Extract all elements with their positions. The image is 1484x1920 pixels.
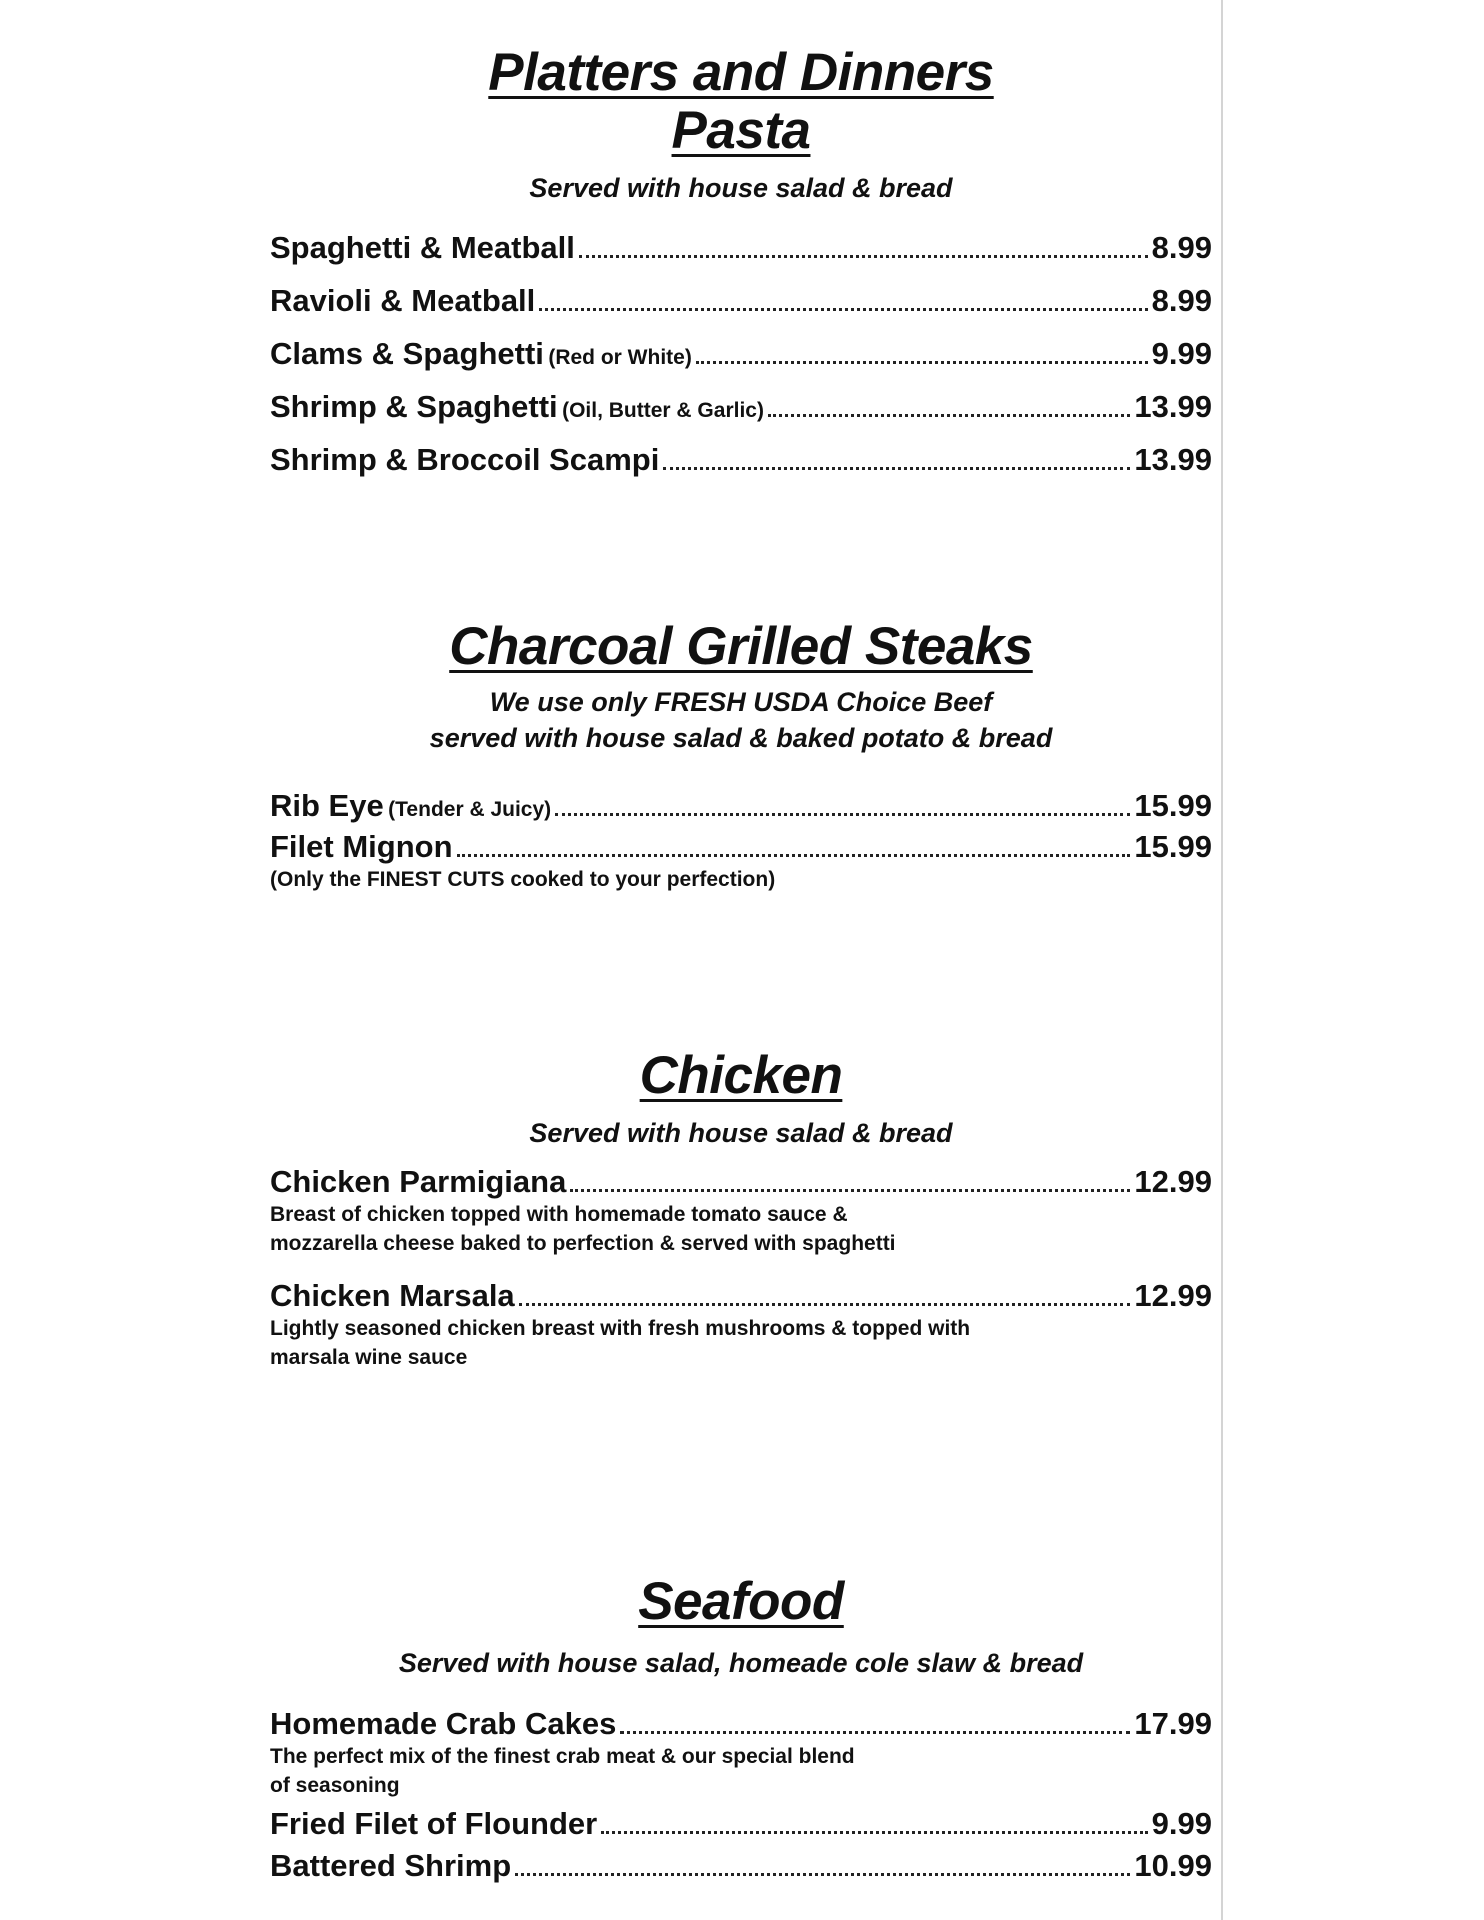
- leader-dots: [663, 463, 1130, 470]
- item-name: Homemade Crab Cakes: [270, 1706, 617, 1741]
- menu-item: [270, 1278, 1212, 1372]
- item-name: Filet Mignon: [270, 829, 453, 864]
- menu-item: [270, 1848, 1212, 1884]
- menu-item: [270, 442, 1212, 478]
- item-price: 13.99: [1134, 442, 1212, 477]
- leader-dots: [601, 1827, 1147, 1834]
- item-price: 17.99: [1134, 1706, 1212, 1741]
- item-price: 12.99: [1134, 1278, 1212, 1313]
- menu-item: [270, 283, 1212, 319]
- item-price: 10.99: [1134, 1848, 1212, 1883]
- page-edge-line: [1221, 0, 1223, 1920]
- item-price: 9.99: [1151, 1806, 1212, 1841]
- leader-dots: [515, 1869, 1130, 1876]
- item-name: Ravioli & Meatball: [270, 283, 536, 318]
- leader-dots: [620, 1727, 1130, 1734]
- leader-dots: [768, 410, 1130, 417]
- platters-dinners-heading: Platters and Dinners: [488, 43, 994, 102]
- menu-item: [270, 1806, 1212, 1842]
- item-name: Battered Shrimp: [270, 1848, 512, 1883]
- item-price: 12.99: [1134, 1164, 1212, 1199]
- item-description: marsala wine sauce: [270, 1346, 468, 1369]
- item-description: of seasoning: [270, 1774, 400, 1797]
- chicken-section: [270, 1047, 1212, 1151]
- leader-dots: [555, 809, 1130, 816]
- steaks-heading: Charcoal Grilled Steaks: [449, 617, 1033, 676]
- item-name: Chicken Marsala: [270, 1278, 515, 1313]
- leader-dots: [696, 357, 1148, 364]
- item-name: Rib Eye: [270, 788, 384, 823]
- item-name: Shrimp & Spaghetti: [270, 389, 558, 424]
- item-note: (Red or White): [548, 346, 692, 369]
- menu-item: [270, 788, 1212, 824]
- item-description: Breast of chicken topped with homemade tomato sauce &: [270, 1203, 848, 1226]
- seafood-section: [270, 1573, 1212, 1681]
- menu-item: [270, 829, 1212, 894]
- item-name: Chicken Parmigiana: [270, 1164, 567, 1199]
- item-name: Clams & Spaghetti: [270, 336, 544, 371]
- steaks-subtitle-line1: We use only FRESH USDA Choice Beef: [489, 687, 993, 717]
- item-name: Fried Filet of Flounder: [270, 1806, 598, 1841]
- seafood-subtitle: Served with house salad, homeade cole slaw & bread: [398, 1648, 1084, 1678]
- leader-dots: [539, 304, 1147, 311]
- chicken-heading: Chicken: [639, 1046, 843, 1105]
- leader-dots: [579, 251, 1148, 258]
- steak-footnote: (Only the FINEST CUTS cooked to your perfection): [270, 868, 776, 891]
- item-name: Spaghetti & Meatball: [270, 230, 575, 265]
- steaks-subtitle-line2: served with house salad & baked potato & bread: [429, 723, 1053, 753]
- leader-dots: [519, 1299, 1131, 1306]
- item-price: 8.99: [1151, 230, 1212, 265]
- seafood-heading: Seafood: [638, 1572, 844, 1631]
- item-price: 15.99: [1134, 788, 1212, 823]
- item-description: mozzarella cheese baked to perfection & served with spaghetti: [270, 1232, 896, 1255]
- leader-dots: [570, 1185, 1130, 1192]
- menu-item: [270, 1164, 1212, 1258]
- item-note: (Tender & Juicy): [388, 798, 552, 821]
- item-name: Shrimp & Broccoil Scampi: [270, 442, 660, 477]
- item-note: (Oil, Butter & Garlic): [562, 399, 764, 422]
- chicken-subtitle: Served with house salad & bread: [529, 1118, 953, 1148]
- item-description: Lightly seasoned chicken breast with fresh mushrooms & topped with: [270, 1317, 971, 1340]
- item-price: 13.99: [1134, 389, 1212, 424]
- pasta-section: [270, 44, 1212, 206]
- item-price: 9.99: [1151, 336, 1212, 371]
- leader-dots: [457, 850, 1131, 857]
- menu-item: [270, 389, 1212, 425]
- item-price: 15.99: [1134, 829, 1212, 864]
- menu-item: [270, 1706, 1212, 1800]
- pasta-heading: Pasta: [671, 101, 811, 160]
- item-description: The perfect mix of the finest crab meat & our special blend: [270, 1745, 855, 1768]
- menu-item: [270, 230, 1212, 266]
- menu-item: [270, 336, 1212, 372]
- pasta-subtitle: Served with house salad & bread: [529, 173, 953, 203]
- item-price: 8.99: [1151, 283, 1212, 318]
- steaks-section: [270, 618, 1212, 756]
